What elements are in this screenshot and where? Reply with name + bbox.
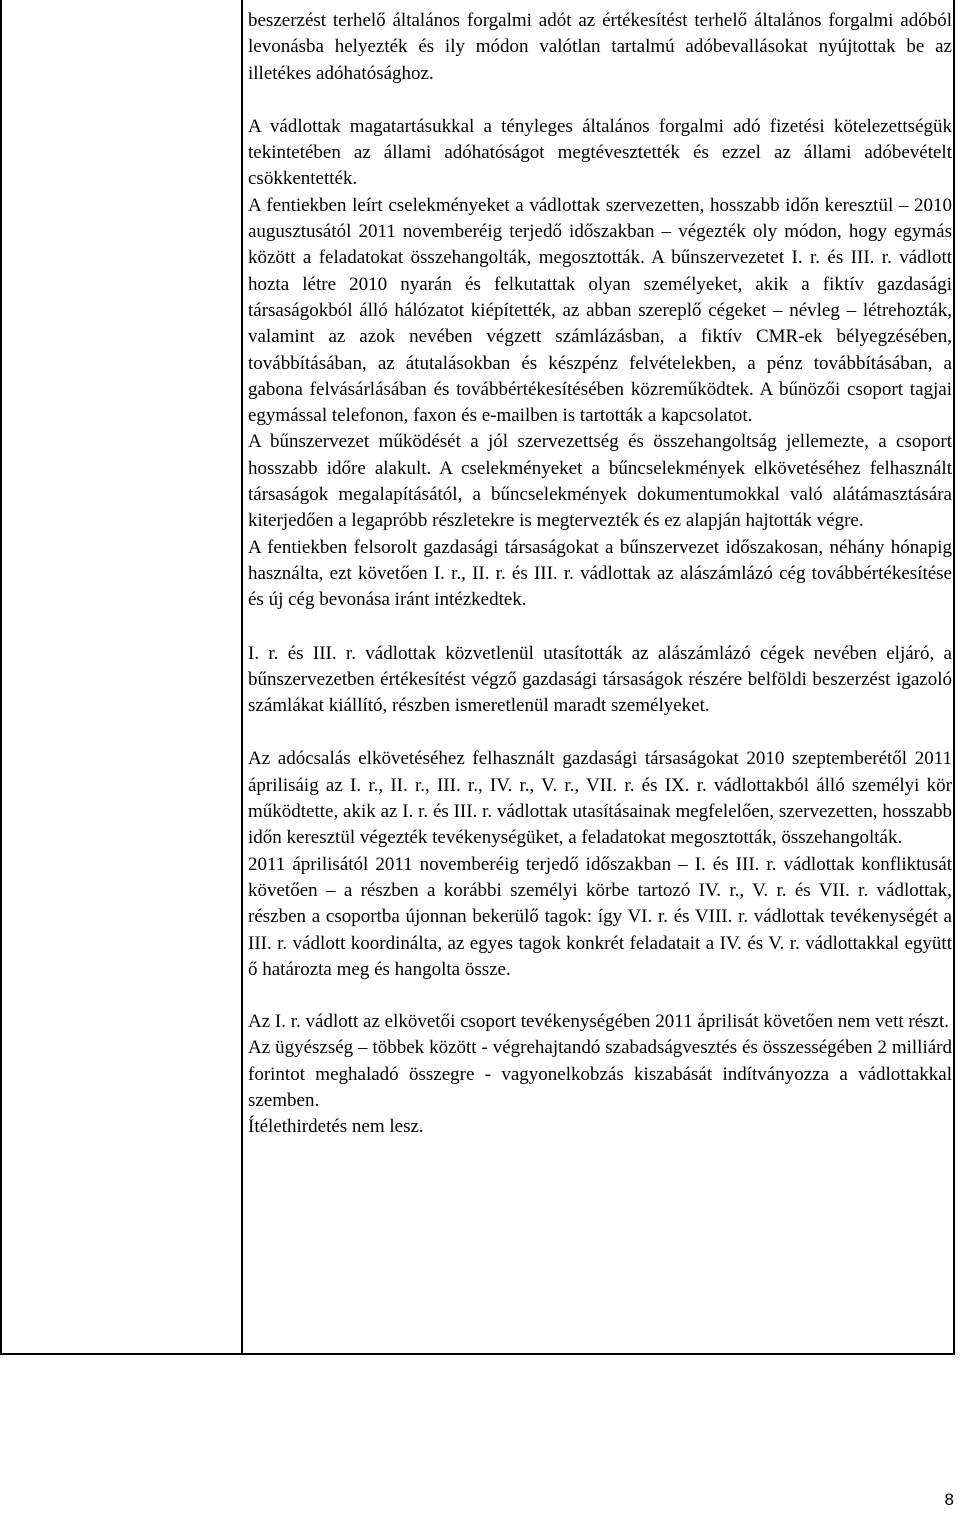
page-number: 8 [944,1490,954,1509]
spacer [248,614,952,641]
paragraph-11: Ítélethirdetés nem lesz. [248,1116,424,1138]
spacer [248,87,952,114]
document-body [248,8,952,1141]
paragraph-8: 2011 áprilisától 2011 novemberéig terjedő időszakban – I. és III. r. vádlottak konfliktusát követően – a részben a korábbi személyi körbe tartozó IV. r., V. r. és VII. r. vádlottak, részben a csoportba újonnan bekerülő tagok: így VI. r. és VIII. r. vádlottak tevékenységét a III. r. vádlott koordinálta, az egyes tagok konkrét feladatait a IV. és V. r. vádlottakkal együtt ő határozta meg és hangolta össze. [248,853,952,980]
paragraph-5: A fentiekben felsorolt gazdasági társaságokat a bűnszervezet időszakosan, néhány hónapig használta, ezt követően I. r., II. r. és III. r. vádlottak az alászámlázó cég továbbértékesítése és új cég bevonása iránt intézkedtek. [248,536,952,611]
paragraph-2: A vádlottak magatartásukkal a tényleges általános forgalmi adó fizetési kötelezettségük tekintetében az állami adóhatóságot megtévesztették és ezzel az állami adóbevételt csökkentették. [248,115,952,190]
spacer [248,983,952,1009]
paragraph-10: Az ügyészség – többek között - végrehajtandó szabadságvesztés és összességében 2 milliárd forintot meghaladó összegre - vagyonelkobzás kiszabását indítványozza a vádlottakkal szemben. [248,1037,952,1111]
column-divider [241,0,243,1353]
paragraph-1: beszerzést terhelő általános forgalmi adót az értékesítést terhelő általános forgalmi adóból levonásba helyezték és ily módon valótlan tartalmú adóbevallásokat nyújtottak be az illetékes adóhatósághoz. [248,10,952,84]
spacer [248,719,952,746]
paragraph-3: A fentiekben leírt cselekményeket a vádlottak szervezetten, hosszabb időn keresztül – 2010 augusztusától 2011 novemberéig terjedő időszakban – végezték oly módon, hogy egymás között a feladatokat összehangolták, megosztották. A bűnszervezetet I. r. és III. r. vádlott hozta létre 2010 nyarán és felkutattak olyan személyeket, akik a fiktív gazdasági társaságokból álló hálózatot kiépítették, az abban szereplő cégeket – névleg – létrehozták, valamint az azok nevében végzett számlázásban, a fiktív CMR-ek bélyegzésében, továbbításában, az átutalásokban és készpénz felvételekben, a pénz továbbításában, a gabona felvásárlásában és továbbértékesítésében közreműködtek. A bűnözői csoport tagjai egymással telefonon, faxon és e-mailben is tartották a kapcsolatot. [248,194,952,427]
paragraph-9: Az I. r. vádlott az elkövetői csoport tevékenységében 2011 áprilisát követően nem vett részt. [248,1011,950,1033]
paragraph-6: I. r. és III. r. vádlottak közvetlenül utasították az alászámlázó cégek nevében eljáró, a bűnszervezetben értékesítést végző gazdasági társaságok részére belföldi beszerzést igazoló számlákat kiállító, részben ismeretlenül maradt személyeket. [248,642,952,717]
paragraph-7: Az adócsalás elkövetéséhez felhasznált gazdasági társaságokat 2010 szeptemberétől 2011 áprilisáig az I. r., II. r., III. r., IV. r., V. r., VII. r. és IX. r. vádlottakból álló személyi kör működtette, akik az I. r. és III. r. vádlottak utasításainak megfelelően, szervezetten, hosszabb időn keresztül végezték tevékenységüket, a feladatokat megosztották, összehangolták. [248,748,952,849]
paragraph-4: A bűnszervezet működését a jól szervezettség és összehangoltság jellemezte, a csoport hosszabb időre alakult. A cselekményeket a bűncselekmények elkövetéséhez felhasznált társaságok megalapításától, a bűncselekmények dokumentumokkal való alátámasztására kiterjedően a legapróbb részletekre is megtervezték és ez alapján hajtották végre. [248,431,952,532]
